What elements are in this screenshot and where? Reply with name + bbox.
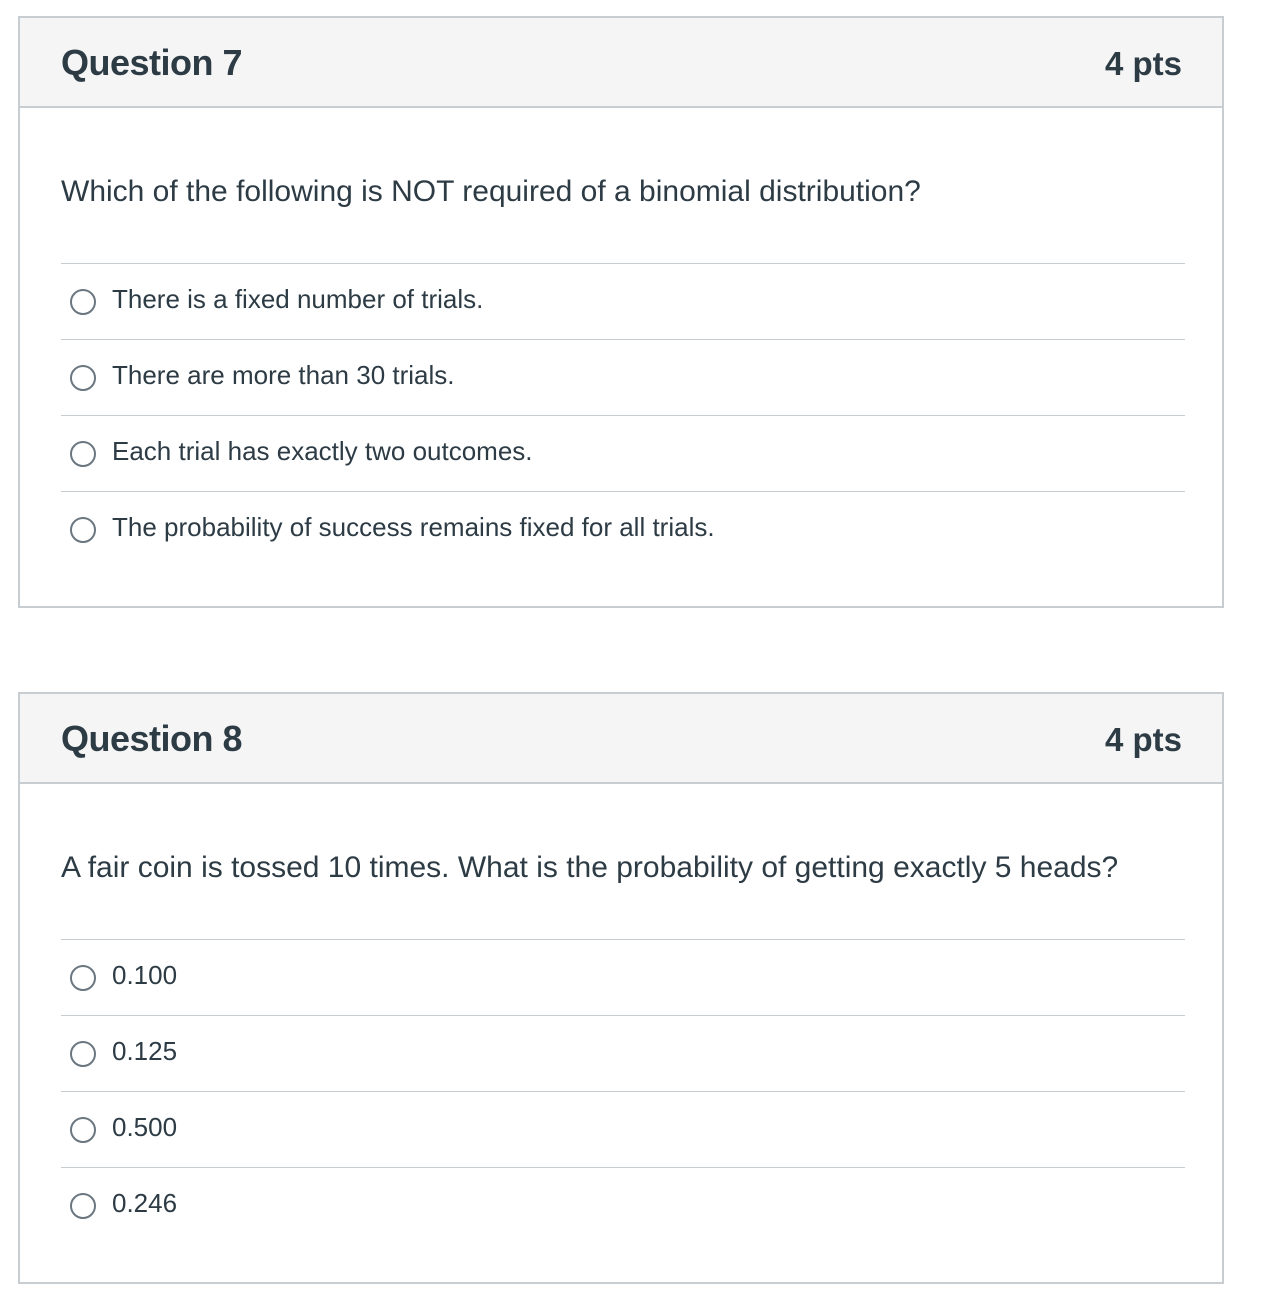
radio-button[interactable] bbox=[70, 1193, 96, 1219]
radio-button[interactable] bbox=[70, 365, 96, 391]
answer-label[interactable]: 0.125 bbox=[112, 1036, 178, 1066]
answer-option[interactable] bbox=[61, 1015, 1185, 1091]
answer-label[interactable]: The probability of success remains fixed for all trials. bbox=[112, 512, 715, 542]
radio-button[interactable] bbox=[70, 517, 96, 543]
question-title: Question 7 bbox=[61, 42, 243, 83]
question-card-8 bbox=[18, 692, 1224, 1284]
radio-button[interactable] bbox=[70, 289, 96, 315]
radio-button[interactable] bbox=[70, 1117, 96, 1143]
answer-label[interactable]: There is a fixed number of trials. bbox=[112, 284, 484, 314]
answer-label[interactable]: Each trial has exactly two outcomes. bbox=[112, 436, 533, 466]
question-header bbox=[20, 18, 1222, 108]
radio-button[interactable] bbox=[70, 441, 96, 467]
question-text: A fair coin is tossed 10 times. What is the probability of getting exactly 5 heads? bbox=[61, 851, 1119, 884]
answer-option[interactable] bbox=[61, 339, 1185, 415]
radio-button[interactable] bbox=[70, 965, 96, 991]
answer-option[interactable] bbox=[61, 415, 1185, 491]
answer-label[interactable]: There are more than 30 trials. bbox=[112, 360, 455, 390]
answer-list bbox=[61, 263, 1185, 567]
answer-label[interactable]: 0.100 bbox=[112, 960, 178, 990]
radio-button[interactable] bbox=[70, 1041, 96, 1067]
question-title: Question 8 bbox=[61, 718, 243, 759]
answer-option[interactable] bbox=[61, 1091, 1185, 1167]
question-header bbox=[20, 694, 1222, 784]
answer-option[interactable] bbox=[61, 263, 1185, 339]
question-card-7 bbox=[18, 16, 1224, 608]
question-points: 4 pts bbox=[1104, 45, 1182, 82]
question-text: Which of the following is NOT required of a binomial distribution? bbox=[61, 175, 921, 208]
answer-option[interactable] bbox=[61, 491, 1185, 567]
answer-label[interactable]: 0.500 bbox=[112, 1112, 178, 1142]
question-points: 4 pts bbox=[1104, 721, 1182, 758]
answer-label[interactable]: 0.246 bbox=[112, 1188, 178, 1218]
answer-list bbox=[61, 939, 1185, 1243]
answer-option[interactable] bbox=[61, 939, 1185, 1015]
answer-option[interactable] bbox=[61, 1167, 1185, 1243]
